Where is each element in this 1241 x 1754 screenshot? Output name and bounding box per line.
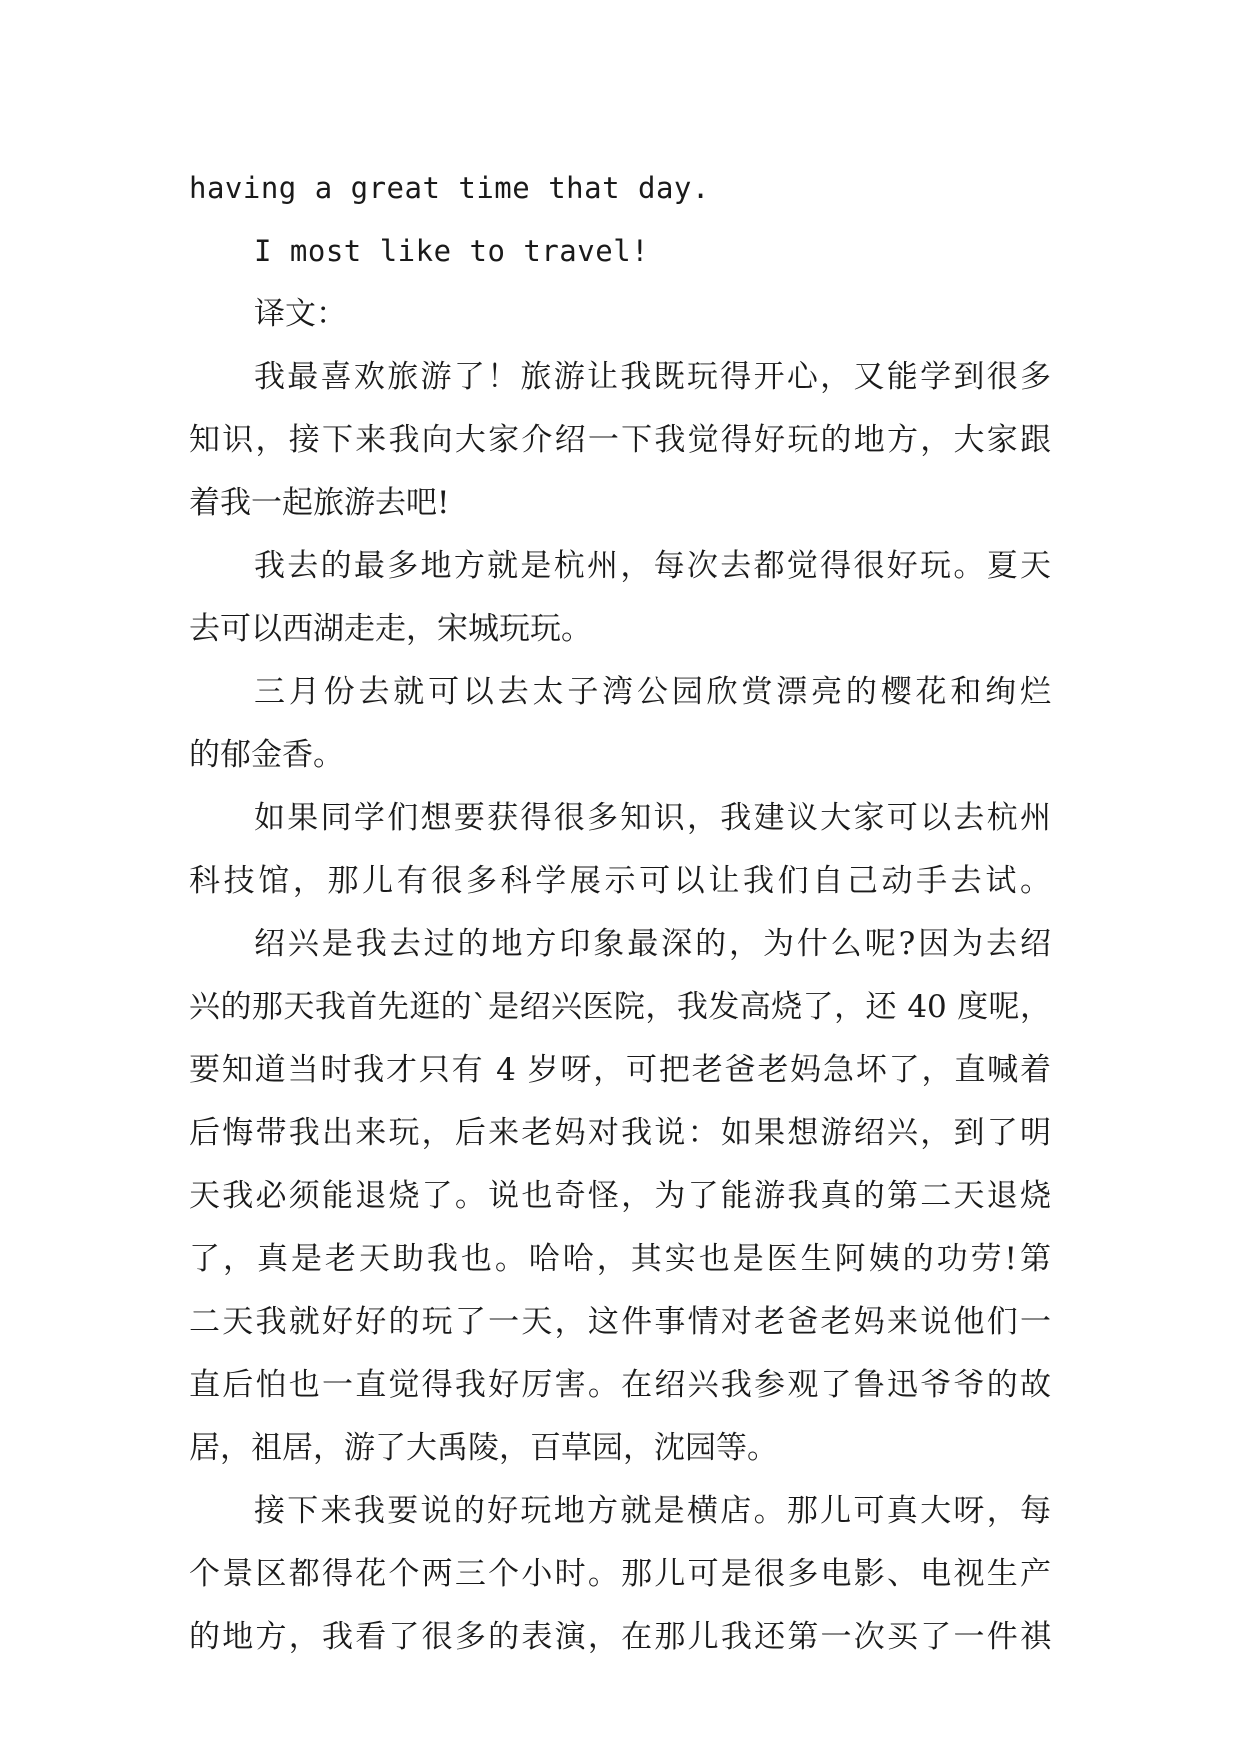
- text-line: 天我必须能退烧了。说也奇怪，为了能游我真的第二天退烧: [189, 1178, 1051, 1214]
- text-line: 居，祖居，游了大禹陵，百草园，沈园等。: [189, 1430, 778, 1466]
- text-line: I most like to travel!: [254, 234, 650, 268]
- text-line: 我去的最多地方就是杭州，每次去都觉得很好玩。夏天: [254, 548, 1051, 584]
- text-line: 译文：: [254, 296, 347, 332]
- text-line: 去可以西湖走走，宋城玩玩。: [189, 611, 592, 647]
- text-line: 绍兴是我去过的地方印象最深的，为什么呢?因为去绍: [254, 926, 1051, 962]
- text-line: 的郁金香。: [189, 737, 344, 773]
- text-line: 兴的那天我首先逛的`是绍兴医院，我发高烧了，还 40 度呢，: [189, 989, 1051, 1025]
- text-line: 直后怕也一直觉得我好厉害。在绍兴我参观了鲁迅爷爷的故: [189, 1367, 1051, 1403]
- text-line: 个景区都得花个两三个小时。那儿可是很多电影、电视生产: [189, 1556, 1051, 1592]
- document-body: [189, 157, 1051, 1669]
- text-line: 的地方，我看了很多的表演，在那儿我还第一次买了一件祺: [189, 1619, 1051, 1655]
- text-line: having a great time that day.: [189, 171, 710, 205]
- text-line: 科技馆，那儿有很多科学展示可以让我们自己动手去试。: [189, 863, 1051, 899]
- text-line: 了，真是老天助我也。哈哈，其实也是医生阿姨的功劳!第: [189, 1241, 1051, 1277]
- text-line: 如果同学们想要获得很多知识，我建议大家可以去杭州: [254, 800, 1051, 836]
- text-line: 知识，接下来我向大家介绍一下我觉得好玩的地方，大家跟: [189, 422, 1051, 458]
- text-line: 二天我就好好的玩了一天，这件事情对老爸老妈来说他们一: [189, 1304, 1051, 1340]
- text-line: 接下来我要说的好玩地方就是横店。那儿可真大呀，每: [254, 1493, 1051, 1529]
- text-line: 要知道当时我才只有 4 岁呀，可把老爸老妈急坏了，直喊着: [189, 1052, 1051, 1088]
- text-line: 着我一起旅游去吧!: [189, 485, 450, 521]
- text-line: 后悔带我出来玩，后来老妈对我说：如果想游绍兴，到了明: [189, 1115, 1051, 1151]
- text-line: 三月份去就可以去太子湾公园欣赏漂亮的樱花和绚烂: [254, 674, 1051, 710]
- text-line: 我最喜欢旅游了！旅游让我既玩得开心，又能学到很多: [254, 359, 1051, 395]
